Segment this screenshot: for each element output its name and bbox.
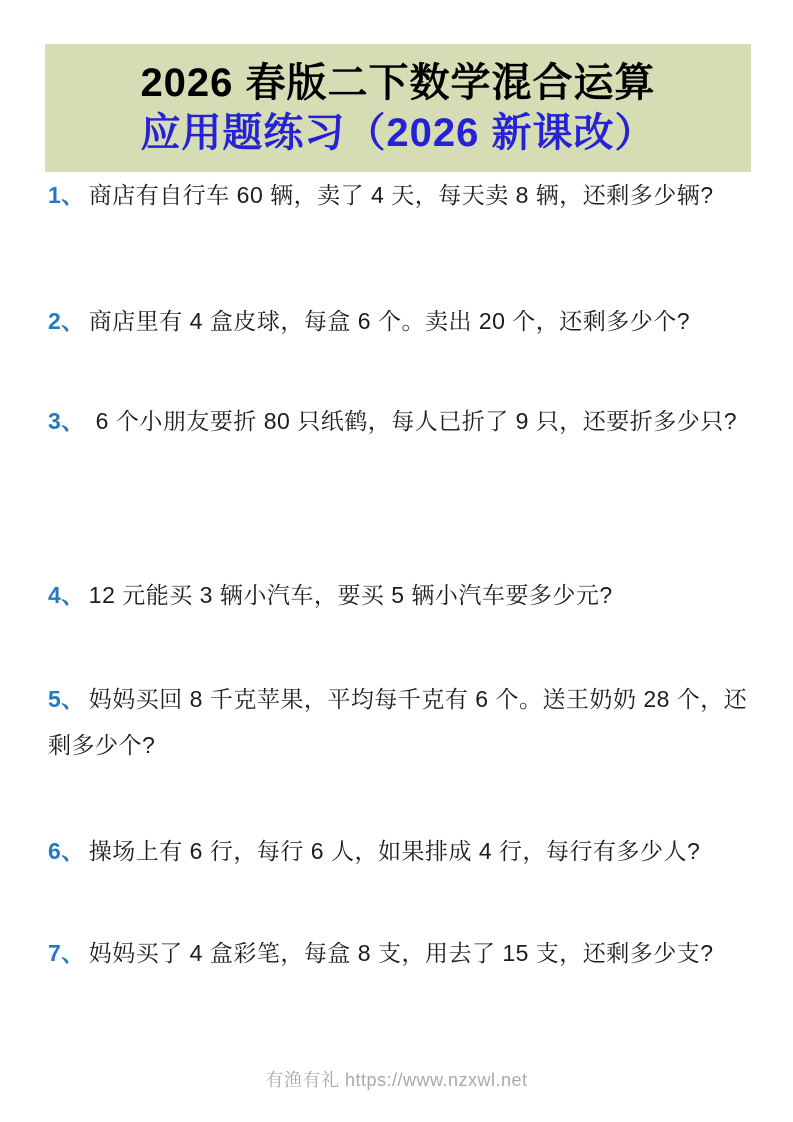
question-number: 1、 xyxy=(48,182,85,208)
question-number: 6、 xyxy=(48,838,85,864)
question-number: 4、 xyxy=(48,582,85,608)
question-text: 妈妈买了 4 盒彩笔，每盒 8 支，用去了 15 支，还剩多少支? xyxy=(88,940,714,966)
question-text: 12 元能买 3 辆小汽车，要买 5 辆小汽车要多少元? xyxy=(88,582,613,608)
question-text: 妈妈买回 8 千克苹果，平均每千克有 6 个。送王奶奶 28 个，还剩多少个? xyxy=(48,686,748,758)
question-item xyxy=(48,398,748,444)
question-text: 商店有自行车 60 辆，卖了 4 天，每天卖 8 辆，还剩多少辆? xyxy=(88,182,714,208)
question-number: 5、 xyxy=(48,686,85,712)
question-number: 7、 xyxy=(48,940,85,966)
question-item xyxy=(48,572,748,618)
question-number: 3、 xyxy=(48,408,85,434)
watermark-footer: 有渔有礼 https://www.nzxwl.net xyxy=(265,1070,528,1090)
question-item xyxy=(48,930,748,976)
question-item xyxy=(48,828,748,874)
question-text: 商店里有 4 盒皮球，每盒 6 个。卖出 20 个，还剩多少个? xyxy=(88,308,691,334)
question-item xyxy=(48,676,748,768)
worksheet-title-line1: 2026 春版二下数学混合运算 xyxy=(140,61,656,105)
question-item xyxy=(48,172,748,218)
question-text: 操场上有 6 行，每行 6 人，如果排成 4 行，每行有多少人? xyxy=(88,838,701,864)
question-item xyxy=(48,298,748,344)
worksheet-title-line2: 应用题练习（2026 新课改） xyxy=(140,111,656,155)
question-text: 6 个小朋友要折 80 只纸鹤，每人已折了 9 只，还要折多少只? xyxy=(88,408,738,434)
question-number: 2、 xyxy=(48,308,85,334)
